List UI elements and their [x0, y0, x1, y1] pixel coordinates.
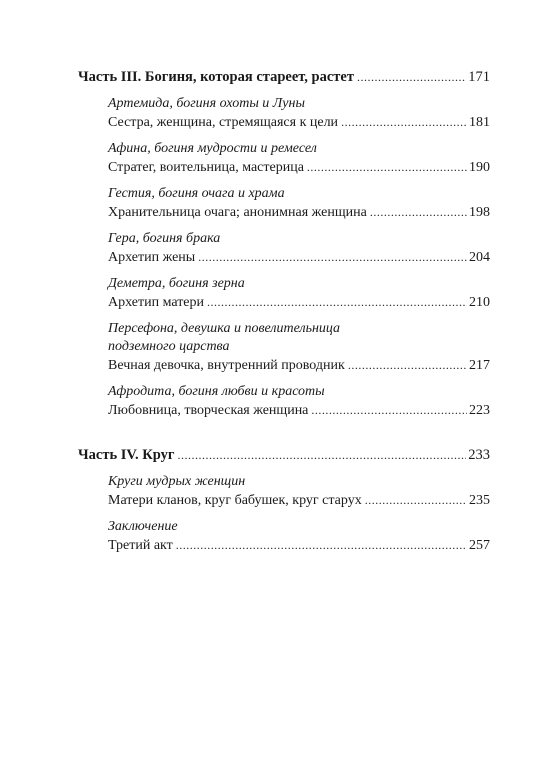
entry-line	[108, 536, 490, 555]
toc-entries	[108, 95, 490, 420]
toc-entry	[108, 320, 490, 375]
dot-leader	[348, 356, 467, 375]
entry-title: Афродита, богиня любви и красоты	[108, 384, 325, 399]
page-number: 235	[469, 493, 490, 508]
entry-subtitle: Сестра, женщина, стремящаяся к цели	[108, 115, 339, 130]
toc-part-3	[78, 68, 490, 420]
dot-leader	[365, 491, 467, 510]
entry-subtitle: Любовница, творческая женщина	[108, 403, 309, 418]
entry-title-continuation: подземного царства	[108, 339, 230, 354]
entry-line	[108, 248, 490, 267]
dot-leader	[207, 293, 467, 312]
dot-leader	[177, 446, 466, 465]
entry-title: Афина, богиня мудрости и ремесел	[108, 141, 317, 156]
toc-entries	[108, 473, 490, 555]
entry-subtitle: Третий акт	[108, 538, 173, 553]
page-number: 257	[469, 538, 490, 553]
entry-title: Гера, богиня брака	[108, 231, 221, 246]
entry-title: Персефона, девушка и повелительница	[108, 321, 341, 336]
part-spacer	[78, 428, 490, 446]
dot-leader	[311, 401, 467, 420]
toc-entry	[108, 140, 490, 177]
page-number: 210	[469, 295, 490, 310]
page-number: 181	[469, 115, 490, 130]
entry-subtitle: Стратег, воительница, мастерица	[108, 160, 304, 175]
dot-leader	[307, 158, 467, 177]
dot-leader	[370, 203, 467, 222]
entry-title: Деметра, богиня зерна	[108, 276, 245, 291]
entry-line	[108, 491, 490, 510]
part-title: Часть IV. Круг	[78, 447, 175, 463]
dot-leader	[357, 68, 466, 87]
dot-leader	[198, 248, 467, 267]
entry-subtitle: Матери кланов, круг бабушек, круг старух	[108, 493, 362, 508]
toc-part-4	[78, 446, 490, 555]
entry-subtitle: Архетип жены	[108, 250, 196, 265]
part-title: Часть III. Богиня, которая стареет, растет	[78, 69, 354, 85]
entry-subtitle: Хранительница очага; анонимная женщина	[108, 205, 367, 220]
entry-line	[108, 356, 490, 375]
entry-title: Гестия, богиня очага и храма	[108, 186, 285, 201]
entry-line	[108, 203, 490, 222]
page-number: 198	[469, 205, 490, 220]
toc-part-heading	[78, 68, 490, 87]
dot-leader	[341, 113, 467, 132]
entry-subtitle: Архетип матери	[108, 295, 205, 310]
toc-entry	[108, 230, 490, 267]
toc-entry	[108, 185, 490, 222]
dot-leader	[176, 536, 467, 555]
page-number: 223	[469, 403, 490, 418]
page-number: 217	[469, 358, 490, 373]
entry-line	[108, 293, 490, 312]
toc-entry	[108, 95, 490, 132]
entry-line	[108, 113, 490, 132]
toc-part-heading	[78, 446, 490, 465]
toc-entry	[108, 473, 490, 510]
entry-subtitle: Вечная девочка, внутренний проводник	[108, 358, 345, 373]
page-number: 233	[468, 447, 490, 463]
entry-title: Круги мудрых женщин	[108, 474, 246, 489]
page-number: 190	[469, 160, 490, 175]
entry-title: Заключение	[108, 519, 178, 534]
page-number: 171	[468, 69, 490, 85]
entry-line	[108, 158, 490, 177]
toc-entry	[108, 518, 490, 555]
toc-entry	[108, 383, 490, 420]
toc-entry	[108, 275, 490, 312]
table-of-contents	[78, 68, 490, 563]
entry-title: Артемида, богиня охоты и Луны	[108, 96, 305, 111]
page-number: 204	[469, 250, 490, 265]
entry-line	[108, 401, 490, 420]
